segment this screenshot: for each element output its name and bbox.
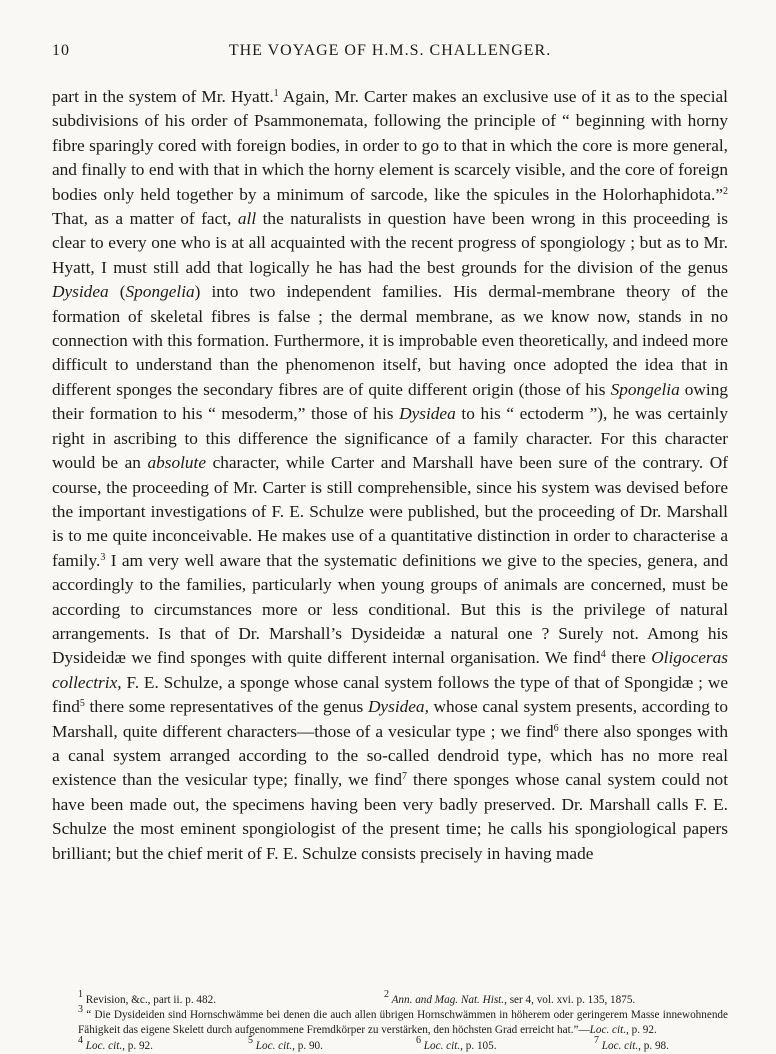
footnote-ref: 5: [79, 698, 85, 710]
italic-run: all: [237, 209, 257, 229]
footnote-journal: Ann. and Mag. Nat. Hist.,: [389, 994, 507, 1006]
footnote-ref: 1: [273, 88, 279, 99]
footnote-ref: 2: [723, 185, 728, 197]
footnote-row: [52, 989, 728, 1008]
text-run: whose canal system presents, according to Marshall, quite different characters—those of a vesicular type ; we find: [52, 697, 728, 741]
footnote-page: p. 98.: [640, 1039, 669, 1052]
footnote-ref: 6: [553, 722, 559, 734]
text-run: I am very well aware that the systematic definitions we give to the species, genera, and accordingly to the families, particularly when young groups of animals are concerned, must be according to circumstances more or less conditional. But this is the privilege of natural arrangements. Is that of Dr. Marshall’s Dysideidæ a natural one ? Surely not. Among his Dysideidæ we find sponges with quite different internal organisation. We find: [52, 550, 728, 668]
italic-run: Dysidea,: [367, 697, 429, 717]
italic-run: Dysidea: [399, 404, 456, 424]
footnote-ref: 7: [402, 771, 408, 783]
footnote-2: [384, 989, 636, 1008]
footnote-number: 6: [416, 1034, 421, 1046]
footnote-5: [248, 1034, 323, 1054]
text-run: there sponges whose canal system could not have been made out, the specimens having been very badly preserved. Dr. Marshall calls F. E. Schulze the most eminent spongiologist of the present time; he calls his spongiological papers brilliant; but the chief merit of F. E. Schulze consists precisely in having made: [52, 770, 728, 863]
footnote-number: 4: [78, 1034, 83, 1046]
footnote-7: [594, 1034, 669, 1054]
text-run: part in the system of Mr. Hyatt.: [52, 87, 274, 106]
running-title: THE VOYAGE OF H.M.S. CHALLENGER.: [228, 42, 552, 59]
footnote-1: [78, 989, 216, 1008]
text-run: there: [605, 648, 652, 668]
footnote-row: [52, 1034, 728, 1054]
footnote-3: [52, 1004, 728, 1039]
text-run: the naturalists in question have been wrong in this proceeding is clear to every one who is at all acquainted with the recent progress of spongiology ; but as to Mr. Hyatt, I must still add that logically he has had the best grounds for the division of the genus: [52, 209, 728, 277]
italic-run: Spongelia: [125, 282, 195, 302]
footnote-text: ser 4, vol. xvi. p. 135, 1875.: [506, 994, 636, 1006]
footnote-page: p. 90.: [294, 1039, 323, 1052]
footnotes: [52, 989, 728, 1054]
text-run: character, while Carter and Marshall have been sure of the contrary. Of course, the proceeding of Mr. Carter is still comprehensible, since his system was devised before the important investigations of F. E. Schulze were published, but the proceeding of Dr. Marshall is to me quite inconceivable. He makes use of a quantitative distinction in order to characterise a family.: [52, 453, 728, 570]
footnote-page: p. 92.: [628, 1024, 657, 1037]
page-header: [52, 42, 728, 68]
main-text: [52, 85, 728, 866]
footnote-number: 7: [594, 1034, 599, 1046]
footnote-number: 1: [78, 989, 83, 1000]
text-run: there some representatives of the genus: [84, 697, 368, 717]
italic-run: absolute: [147, 453, 207, 473]
footnote-page: p. 92.: [124, 1039, 153, 1052]
footnote-text: “ Die Dysideiden sind Hornschwämme bei denen die auch allen übrigen Hornschwämmen in höherem oder geringerem Masse innewohnende Fähigkeit das eigene Skelett durch aufgenommene Fremdkörper zu verstärken, den höchsten Grad erreicht hat.”—: [78, 1009, 728, 1037]
page-number: 10: [52, 42, 70, 59]
text-run: (: [108, 282, 126, 302]
footnote-ref: 3: [100, 551, 106, 563]
footnote-4: [78, 1034, 153, 1054]
footnote-cite: Loc. cit.,: [589, 1024, 629, 1037]
text-run: That, as a matter of fact,: [52, 209, 238, 229]
text-run: owing their formation to his “ mesoderm,” those of his: [52, 379, 728, 424]
text-run: F. E. Schulze, a sponge whose canal system follows the type of that of Spongidæ ; we find: [52, 672, 728, 717]
text-run: to his “ ectoderm ”), he was certainly right in ascribing to this difference the significance of a family character. For this character would be an: [52, 404, 728, 473]
italic-run: Spongelia: [610, 379, 680, 399]
footnote-cite: Loc. cit.,: [421, 1039, 463, 1052]
footnote-cite: Loc. cit.,: [253, 1039, 295, 1052]
footnote-text: Revision, &c., part ii. p. 482.: [83, 994, 216, 1006]
footnote-number: 3: [78, 1004, 83, 1015]
text-run: Again, Mr. Carter makes an exclusive use of it as to the special subdivisions of his order of Psammonemata, following the principle of “ beginning with horny fibre sparingly cored with foreign bodies, in order to go to that in which the core is more general, and finally to end with that in which the horny element is scarcely visible, and the core of foreign bodies only held together by a minimum of sarcode, like the spicules in the Holorhaphidota.”: [52, 87, 728, 204]
italic-run: Dysidea: [52, 282, 109, 302]
paragraph: [52, 85, 728, 866]
footnote-number: 5: [248, 1034, 253, 1046]
footnote-number: 2: [384, 989, 389, 1000]
italic-run: Oligoceras collectrix,: [52, 648, 728, 692]
footnote-cite: Loc. cit.,: [599, 1039, 641, 1052]
text-run: there also sponges with a canal system arranged according to the so-called dendroid type, which has no more real existence than the vesicular type; finally, we find: [52, 721, 728, 790]
footnote-page: p. 105.: [462, 1039, 497, 1052]
footnote-6: [416, 1034, 497, 1054]
footnote-ref: 4: [600, 649, 606, 661]
footnote-cite: Loc. cit.,: [83, 1039, 125, 1052]
text-run: ) into two independent families. His dermal-membrane theory of the formation of skeletal fibres is false ; the dermal membrane, as we know now, stands in no connection with this formation. Furthermore, it is improbable even theoretically, and indeed more difficult to understand than the phenomenon itself, but having once adopted the idea that in different sponges the secondary fibres are of quite different origin (those of his: [52, 282, 728, 399]
